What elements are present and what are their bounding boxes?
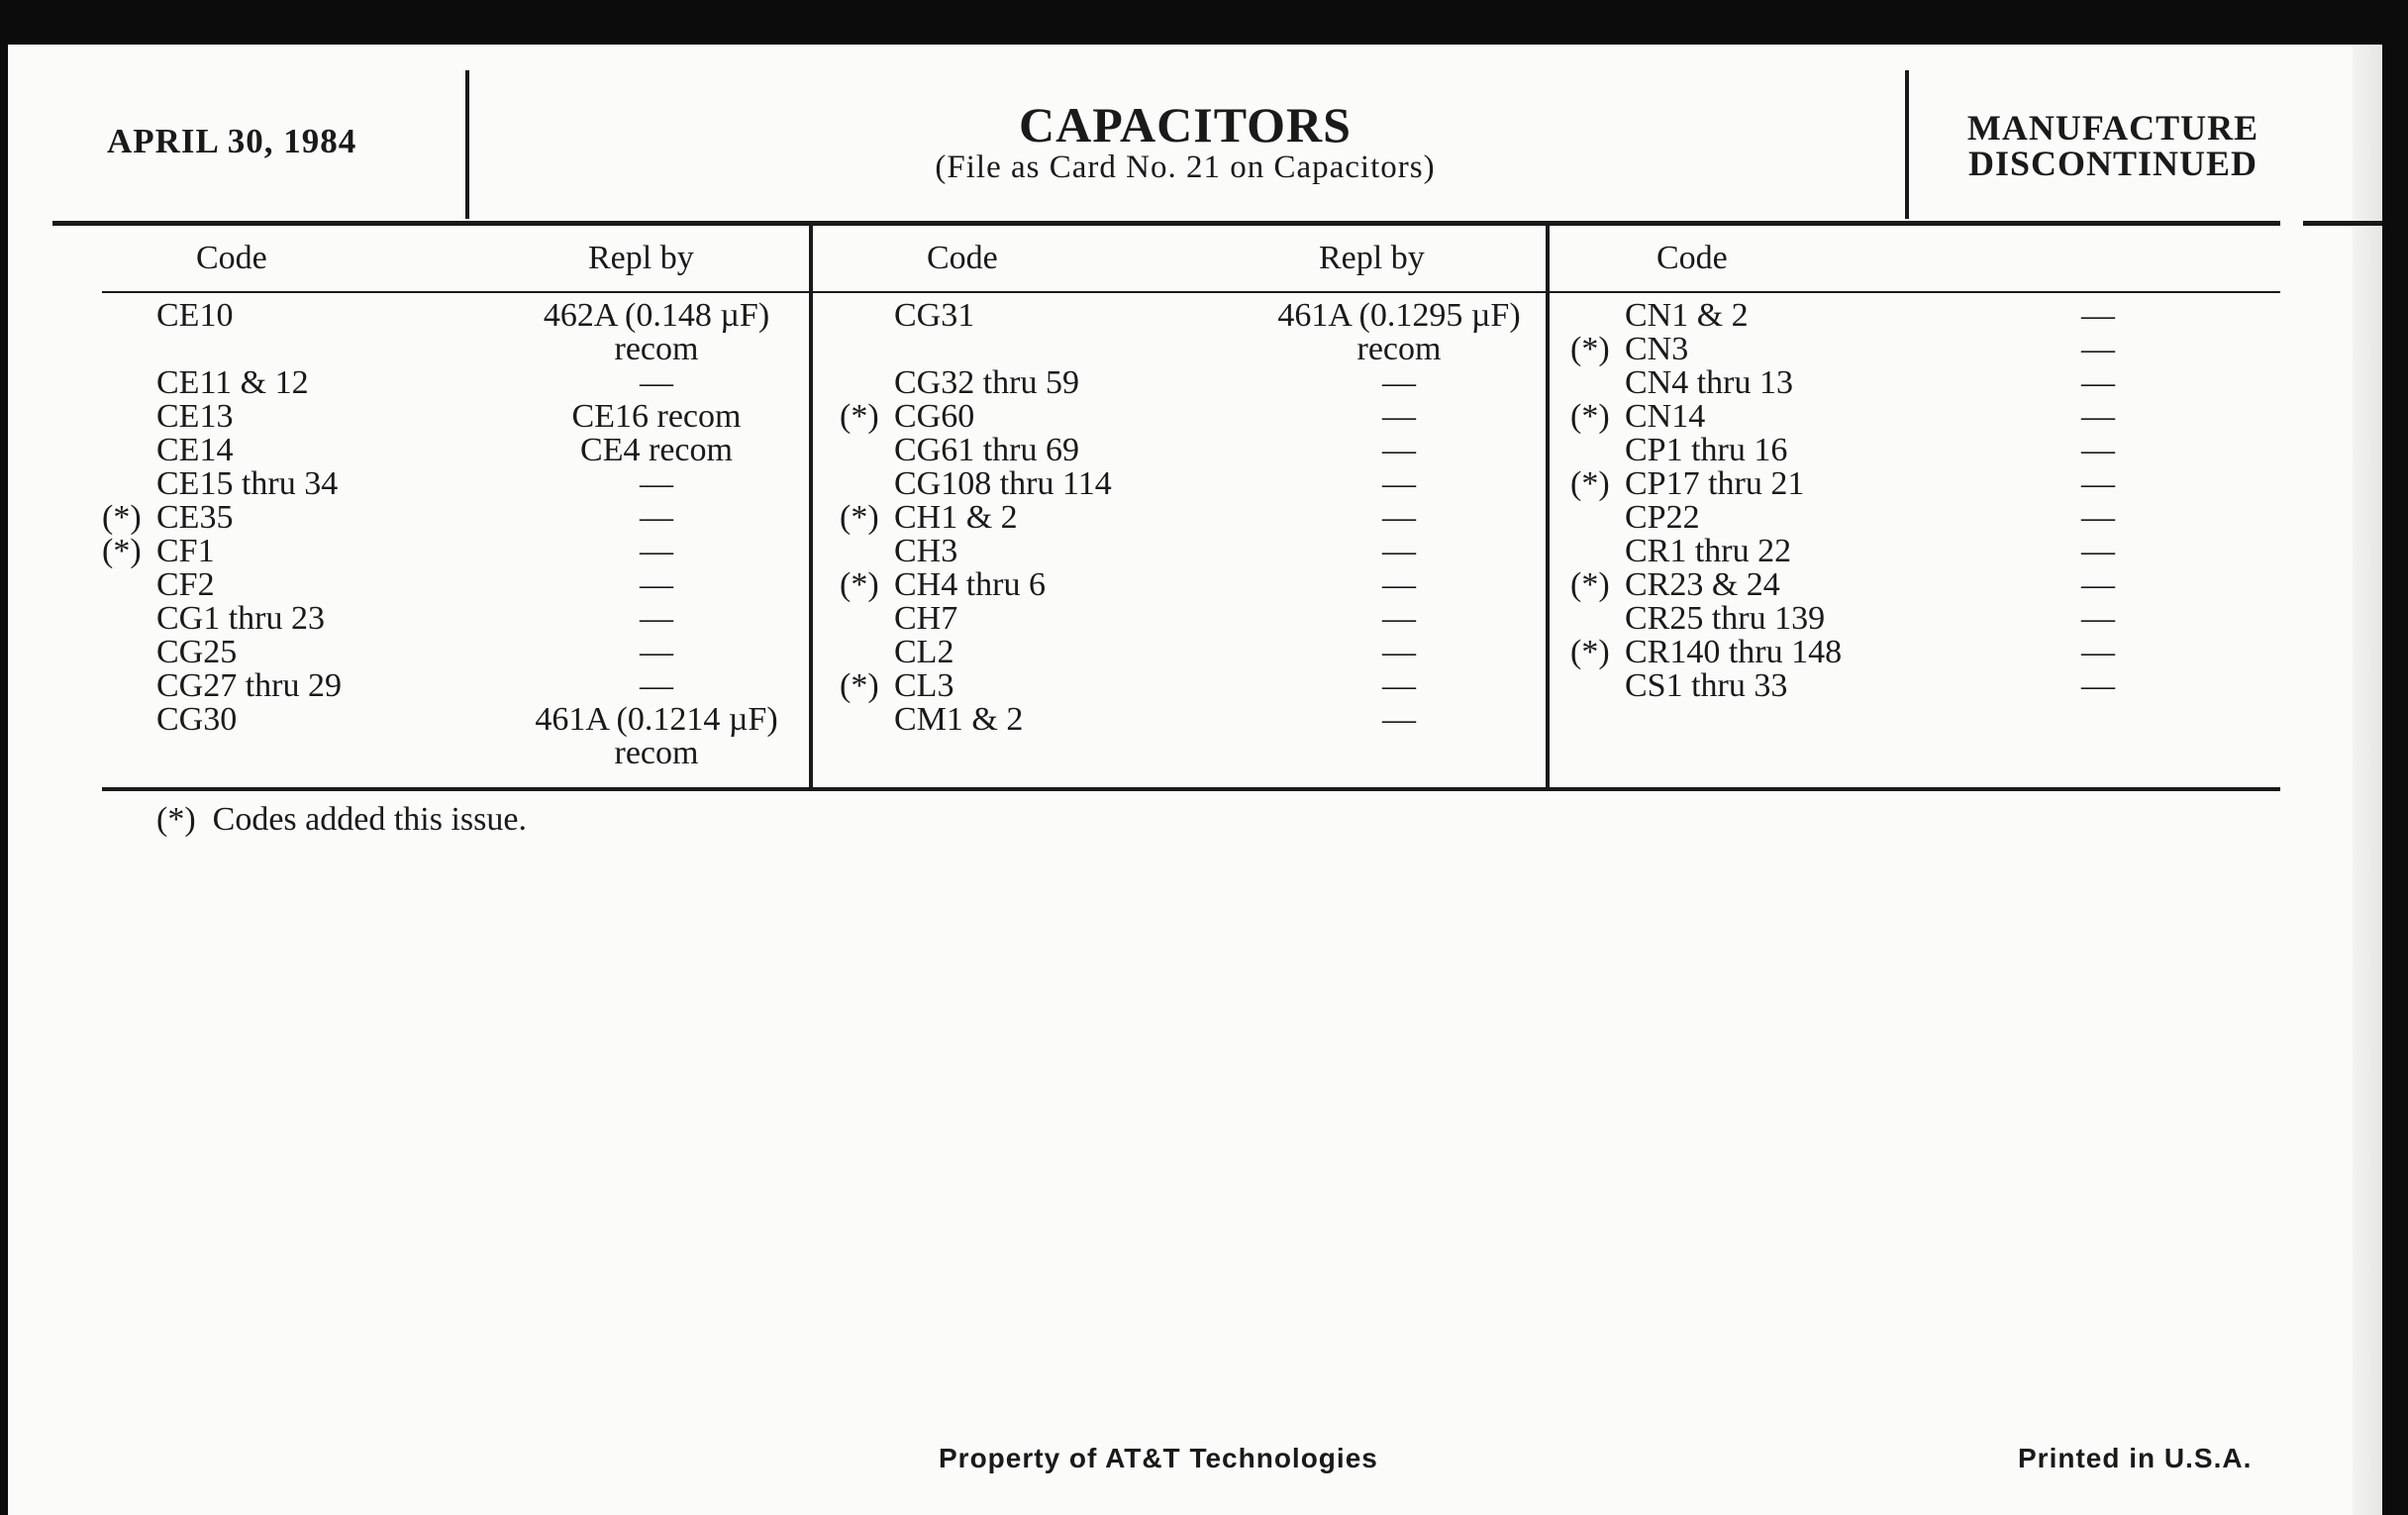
table-row: [810, 636, 1546, 669]
added-mark: (*): [840, 398, 879, 435]
code-cell: CG61 thru 69: [894, 432, 1079, 468]
col1-repl-header: Repl by: [588, 240, 694, 276]
table-row: [1549, 602, 2281, 636]
table-row: [1549, 501, 2281, 535]
replacement-cell: —: [1382, 667, 1416, 704]
replacement-cell: —: [1382, 701, 1416, 738]
table-row: [1549, 400, 2281, 434]
issue-date: APRIL 30, 1984: [107, 122, 357, 160]
code-cell: CH4 thru 6: [894, 566, 1046, 603]
col2-repl-header: Repl by: [1319, 240, 1425, 276]
table-row: [1549, 299, 2281, 333]
added-mark: (*): [1570, 634, 1610, 670]
code-cell: CN3: [1625, 331, 1689, 367]
col3-code-header: Code: [1656, 240, 1728, 276]
table-row: [810, 568, 1546, 602]
replacement-cell: —: [1382, 465, 1416, 502]
replacement-cell: —: [640, 499, 673, 536]
table-column-1: [8, 299, 809, 770]
replacement-cell: CE4 recom: [580, 432, 733, 468]
table-row: [1549, 535, 2281, 568]
table-row: [810, 299, 1546, 366]
replacement-cell: 462A (0.148 µF) recom: [543, 297, 770, 367]
replacement-cell: —: [640, 364, 673, 401]
code-cell: CF2: [156, 566, 215, 603]
replacement-cell: —: [2081, 499, 2115, 536]
replacement-cell: —: [1382, 566, 1416, 603]
table-row: [8, 400, 809, 434]
replacement-cell: —: [1382, 600, 1416, 637]
replacement-cell: —: [2081, 600, 2115, 637]
added-mark: (*): [840, 566, 879, 603]
replacement-cell: —: [2081, 364, 2115, 401]
table-row: [8, 501, 809, 535]
code-cell: CN14: [1625, 398, 1706, 435]
code-cell: CH7: [894, 600, 958, 637]
table-row: [8, 636, 809, 669]
replacement-cell: —: [640, 634, 673, 670]
table-row: [1549, 669, 2281, 703]
code-cell: CG31: [894, 297, 975, 334]
table-row: [8, 703, 809, 770]
table-row: [810, 467, 1546, 501]
table-column-2: [810, 299, 1546, 737]
code-cell: CG30: [156, 701, 238, 738]
added-mark: (*): [840, 499, 879, 536]
table-row: [810, 366, 1546, 400]
code-cell: CG25: [156, 634, 238, 670]
code-cell: CP22: [1625, 499, 1700, 536]
code-cell: CE10: [156, 297, 234, 334]
footer-printed: Printed in U.S.A.: [2018, 1443, 2253, 1473]
replacement-cell: —: [1382, 499, 1416, 536]
code-cell: CR25 thru 139: [1625, 600, 1826, 637]
code-cell: CP1 thru 16: [1625, 432, 1788, 468]
replacement-cell: —: [1382, 533, 1416, 569]
status-label: [1925, 110, 2301, 181]
table-row: [810, 703, 1546, 737]
table-row: [810, 434, 1546, 467]
col1-code-header: Code: [196, 240, 267, 276]
added-mark: (*): [102, 499, 142, 536]
replacement-cell: 461A (0.1295 µF) recom: [1277, 297, 1521, 367]
col2-code-header: Code: [927, 240, 998, 276]
replacement-cell: —: [2081, 533, 2115, 569]
table-column-3: [1549, 299, 2281, 703]
replacement-cell: —: [2081, 634, 2115, 670]
document-card: [8, 45, 2382, 1515]
code-cell: CP17 thru 21: [1625, 465, 1805, 502]
code-cell: CR140 thru 148: [1625, 634, 1843, 670]
replacement-cell: —: [1382, 432, 1416, 468]
table-bottom-rule: [102, 787, 2280, 791]
code-cell: CH3: [894, 533, 958, 569]
replacement-cell: —: [2081, 331, 2115, 367]
added-mark: (*): [1570, 566, 1610, 603]
code-cell: CE13: [156, 398, 234, 435]
code-cell: CF1: [156, 533, 215, 569]
code-cell: CG1 thru 23: [156, 600, 325, 637]
page-title: CAPACITORS: [1019, 97, 1352, 152]
column-header-rule: [102, 291, 2280, 293]
code-cell: CS1 thru 33: [1625, 667, 1788, 704]
code-cell: CG108 thru 114: [894, 465, 1112, 502]
replacement-cell: —: [1382, 398, 1416, 435]
code-cell: CL2: [894, 634, 954, 670]
replacement-cell: —: [2081, 566, 2115, 603]
code-cell: CL3: [894, 667, 954, 704]
header-divider-right: [1905, 70, 1909, 219]
code-cell: CE35: [156, 499, 234, 536]
code-cell: CG32 thru 59: [894, 364, 1079, 401]
code-cell: CN4 thru 13: [1625, 364, 1793, 401]
table-row: [1549, 434, 2281, 467]
card-edge-shadow: [2353, 45, 2382, 1515]
added-mark: (*): [1570, 331, 1610, 367]
table-row: [8, 366, 809, 400]
replacement-cell: —: [1382, 634, 1416, 670]
replacement-cell: —: [640, 533, 673, 569]
table-row: [8, 602, 809, 636]
code-cell: CR23 & 24: [1625, 566, 1780, 603]
code-cell: CM1 & 2: [894, 701, 1024, 738]
table-row: [8, 669, 809, 703]
page-subtitle: (File as Card No. 21 on Capacitors): [935, 150, 1436, 185]
table-row: [810, 535, 1546, 568]
code-cell: CG60: [894, 398, 975, 435]
table-row: [8, 299, 809, 366]
table-row: [1549, 366, 2281, 400]
code-cell: CE15 thru 34: [156, 465, 339, 502]
added-mark: (*): [840, 667, 879, 704]
header-rule: [52, 221, 2280, 226]
table-row: [8, 434, 809, 467]
code-cell: CN1 & 2: [1625, 297, 1749, 334]
table-row: [810, 501, 1546, 535]
table-row: [810, 400, 1546, 434]
table-row: [8, 535, 809, 568]
replacement-cell: —: [640, 566, 673, 603]
code-cell: CH1 & 2: [894, 499, 1018, 536]
replacement-cell: —: [2081, 297, 2115, 334]
added-mark: (*): [1570, 465, 1610, 502]
added-mark: (*): [1570, 398, 1610, 435]
replacement-cell: —: [2081, 465, 2115, 502]
table-row: [810, 602, 1546, 636]
footer-property: Property of AT&T Technologies: [939, 1443, 1378, 1473]
replacement-cell: —: [640, 465, 673, 502]
replacement-cell: —: [1382, 364, 1416, 401]
replacement-cell: —: [2081, 667, 2115, 704]
status-line-2: DISCONTINUED: [1967, 144, 2258, 183]
table-row: [1549, 636, 2281, 669]
header-rule-right-stub: [2303, 221, 2382, 226]
footnote: (*) Codes added this issue.: [156, 801, 527, 838]
code-cell: CG27 thru 29: [156, 667, 342, 704]
table-row: [1549, 568, 2281, 602]
replacement-cell: —: [640, 667, 673, 704]
replacement-cell: —: [2081, 398, 2115, 435]
added-mark: (*): [102, 533, 142, 569]
code-cell: CE14: [156, 432, 234, 468]
status-line-1: MANUFACTURE: [1966, 108, 2259, 148]
table-row: [8, 467, 809, 501]
table-row: [1549, 467, 2281, 501]
table-row: [1549, 333, 2281, 366]
table-row: [8, 568, 809, 602]
code-cell: CE11 & 12: [156, 364, 309, 401]
code-cell: CR1 thru 22: [1625, 533, 1792, 569]
replacement-cell: —: [640, 600, 673, 637]
replacement-cell: CE16 recom: [571, 398, 742, 435]
replacement-cell: 461A (0.1214 µF) recom: [535, 701, 778, 771]
replacement-cell: —: [2081, 432, 2115, 468]
table-row: [810, 669, 1546, 703]
